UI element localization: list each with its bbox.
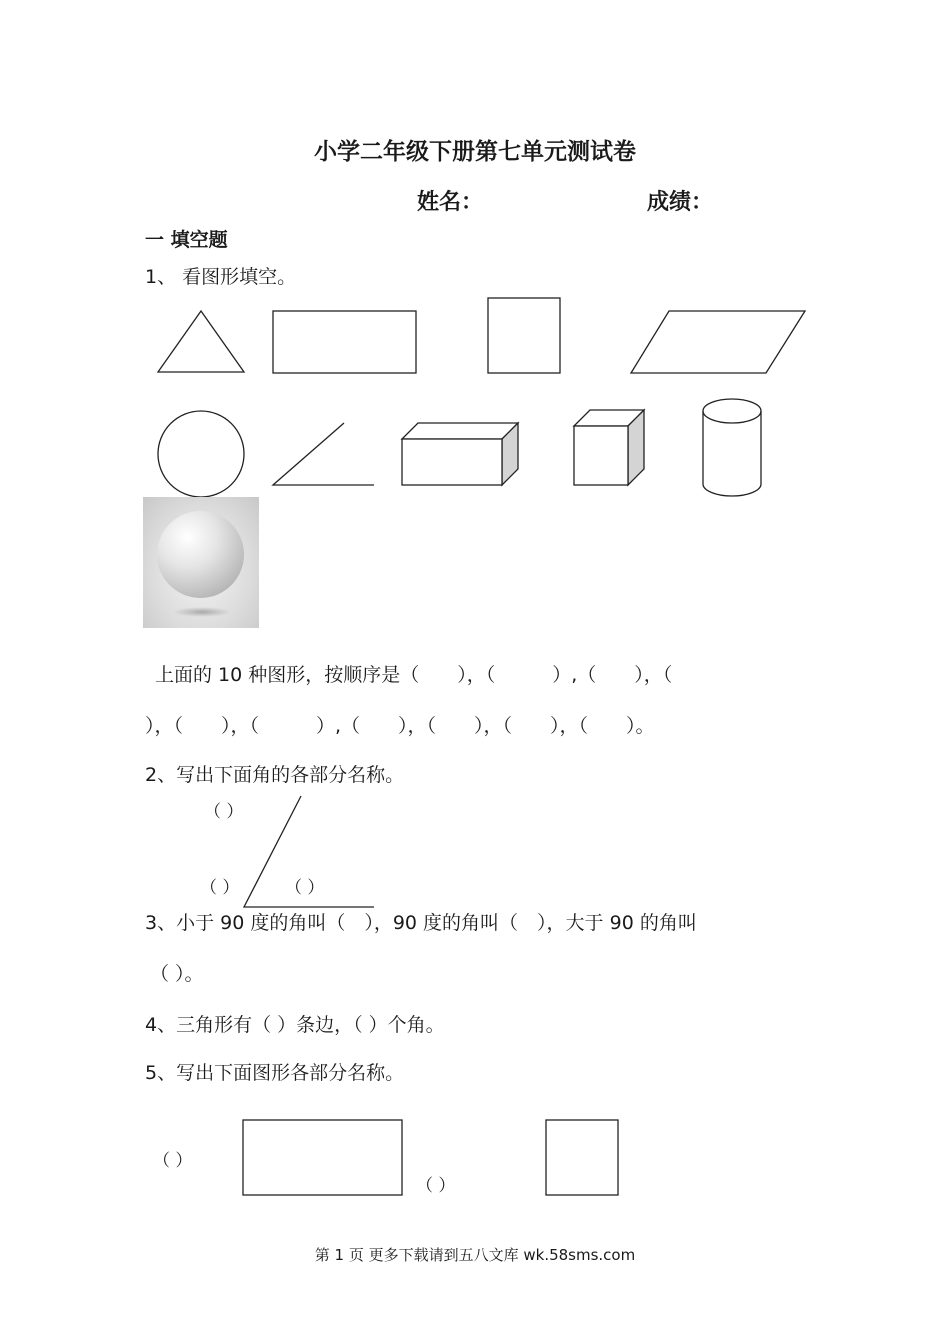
parallelogram-icon <box>630 310 806 374</box>
score-label: 成绩： <box>647 190 714 215</box>
rectangle-part-blank-left: （ ） <box>153 1151 193 1171</box>
question-3-line-2: （ ）。 <box>150 963 204 985</box>
angle-vertex-blank: （ ） <box>204 802 244 822</box>
angle-side-blank: （ ） <box>200 878 240 898</box>
circle-icon <box>157 410 245 498</box>
square-icon <box>487 297 561 374</box>
section-heading: 一 填空题 <box>145 229 228 251</box>
angle-edge-blank: （ ） <box>285 878 325 898</box>
rectangle-icon <box>272 310 417 374</box>
angle-icon <box>272 422 375 486</box>
name-label: 姓名： <box>417 190 484 215</box>
question-1-line-1: 上面的 10 种图形，按顺序是（ ），（ ）,（ ），（ <box>155 664 673 686</box>
question-2-prompt: 2、写出下面角的各部分名称。 <box>145 764 405 786</box>
question-3-line-1: 3、小于 90 度的角叫（ ），90 度的角叫（ ），大于 90 的角叫 <box>145 912 697 934</box>
triangle-icon <box>157 310 245 374</box>
rectangle-diagram-icon <box>242 1119 403 1196</box>
cylinder-icon <box>702 398 763 498</box>
cube-icon <box>573 409 645 486</box>
rectangle-part-blank-right: （ ） <box>416 1176 456 1196</box>
page-footer: 第 1 页 更多下载请到五八文库 wk.58sms.com <box>314 1246 636 1264</box>
square-diagram-icon <box>545 1119 619 1196</box>
page-title: 小学二年级下册第七单元测试卷 <box>314 139 636 165</box>
sphere-icon <box>143 497 259 628</box>
question-4-text: 4、三角形有（ ）条边，（ ）个角。 <box>145 1014 445 1036</box>
cuboid-icon <box>401 422 519 486</box>
question-1-line-2: ），（ ），（ ）,（ ），（ ），（ ），（ ）。 <box>145 715 655 737</box>
question-1-prompt: 1、 看图形填空。 <box>145 266 297 288</box>
question-5-prompt: 5、写出下面图形各部分名称。 <box>145 1062 405 1084</box>
